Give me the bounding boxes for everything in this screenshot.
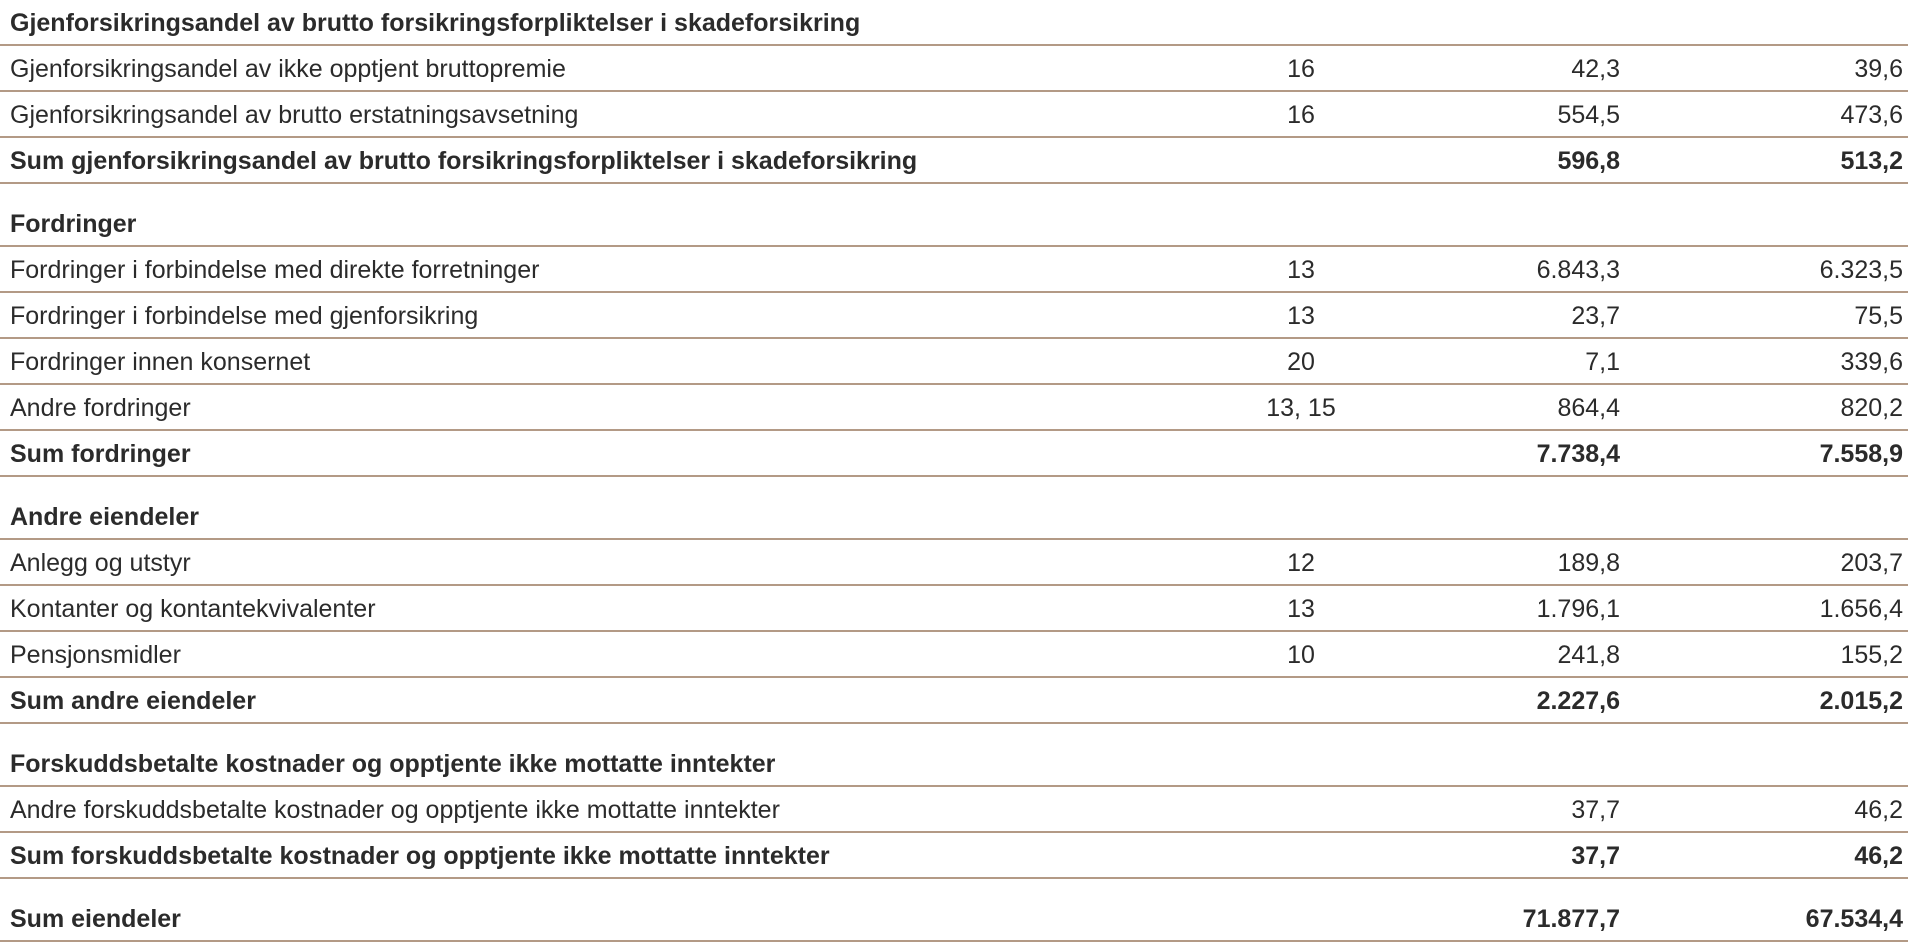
table-row (0, 46, 1908, 92)
row-label: Fordringer innen konsernet (10, 348, 311, 376)
table-row (0, 339, 1908, 385)
section-header: Gjenforsikringsandel av brutto forsikringsforpliktelser i skadeforsikring (10, 9, 861, 37)
row-value-previous: 75,5 (1854, 302, 1903, 330)
row-label: Anlegg og utstyr (10, 549, 191, 577)
total-label: Sum fordringer (10, 440, 191, 468)
row-value-current: 42,3 (1571, 55, 1620, 83)
grand-total-row (0, 896, 1908, 942)
total-value-current: 596,8 (1557, 147, 1620, 175)
section-header: Forskuddsbetalte kostnader og opptjente ikke mottatte inntekter (10, 750, 776, 778)
row-value-current: 37,7 (1571, 796, 1620, 824)
row-note: 20 (1287, 348, 1315, 376)
row-value-current: 1.796,1 (1536, 595, 1620, 623)
row-label: Fordringer i forbindelse med gjenforsikring (10, 302, 479, 330)
row-value-current: 554,5 (1557, 101, 1620, 129)
row-value-current: 7,1 (1585, 348, 1620, 376)
row-value-previous: 1.656,4 (1819, 595, 1903, 623)
row-value-previous: 203,7 (1840, 549, 1903, 577)
row-label: Fordringer i forbindelse med direkte forretninger (10, 256, 540, 284)
table-row (0, 787, 1908, 833)
row-value-previous: 820,2 (1840, 394, 1903, 422)
section-header-row (0, 741, 1908, 787)
row-note: 13 (1287, 595, 1315, 623)
row-value-current: 189,8 (1557, 549, 1620, 577)
row-value-current: 864,4 (1557, 394, 1620, 422)
total-row (0, 138, 1908, 184)
row-note: 13 (1287, 256, 1315, 284)
row-note: 12 (1287, 549, 1315, 577)
table-row (0, 293, 1908, 339)
row-value-previous: 6.323,5 (1819, 256, 1903, 284)
row-note: 16 (1287, 101, 1315, 129)
grand-total-value-current: 71.877,7 (1522, 905, 1620, 933)
table-row (0, 540, 1908, 586)
row-label: Pensjonsmidler (10, 641, 181, 669)
table-row (0, 632, 1908, 678)
section-header: Fordringer (10, 210, 137, 238)
total-row (0, 678, 1908, 724)
row-label: Andre fordringer (10, 394, 191, 422)
total-value-previous: 7.558,9 (1819, 440, 1903, 468)
total-label: Sum andre eiendeler (10, 687, 256, 715)
grand-total-value-previous: 67.534,4 (1805, 905, 1903, 933)
table-row (0, 247, 1908, 293)
total-row (0, 431, 1908, 477)
row-label: Gjenforsikringsandel av ikke opptjent bruttopremie (10, 55, 566, 83)
row-value-current: 241,8 (1557, 641, 1620, 669)
row-value-previous: 39,6 (1854, 55, 1903, 83)
table-row (0, 92, 1908, 138)
section-header-row (0, 201, 1908, 247)
row-value-previous: 473,6 (1840, 101, 1903, 129)
row-note: 13, 15 (1266, 394, 1336, 422)
total-value-current: 2.227,6 (1536, 687, 1620, 715)
total-label: Sum gjenforsikringsandel av brutto forsikringsforpliktelser i skadeforsikring (10, 147, 918, 175)
row-value-current: 6.843,3 (1536, 256, 1620, 284)
row-value-previous: 46,2 (1854, 796, 1903, 824)
total-row (0, 833, 1908, 879)
total-value-previous: 513,2 (1840, 147, 1903, 175)
total-label: Sum forskuddsbetalte kostnader og opptjente ikke mottatte inntekter (10, 842, 830, 870)
total-value-current: 37,7 (1571, 842, 1620, 870)
grand-total-label: Sum eiendeler (10, 905, 181, 933)
row-label: Andre forskuddsbetalte kostnader og opptjente ikke mottatte inntekter (10, 796, 780, 824)
row-value-current: 23,7 (1571, 302, 1620, 330)
row-value-previous: 339,6 (1840, 348, 1903, 376)
row-value-previous: 155,2 (1840, 641, 1903, 669)
section-header: Andre eiendeler (10, 503, 199, 531)
row-label: Gjenforsikringsandel av brutto erstatningsavsetning (10, 101, 579, 129)
section-header-row (0, 494, 1908, 540)
total-value-current: 7.738,4 (1536, 440, 1620, 468)
row-label: Kontanter og kontantekvivalenter (10, 595, 376, 623)
row-note: 10 (1287, 641, 1315, 669)
row-note: 16 (1287, 55, 1315, 83)
total-value-previous: 2.015,2 (1819, 687, 1903, 715)
total-value-previous: 46,2 (1854, 842, 1903, 870)
row-note: 13 (1287, 302, 1315, 330)
section-header-row (0, 0, 1908, 46)
table-row (0, 385, 1908, 431)
table-row (0, 586, 1908, 632)
